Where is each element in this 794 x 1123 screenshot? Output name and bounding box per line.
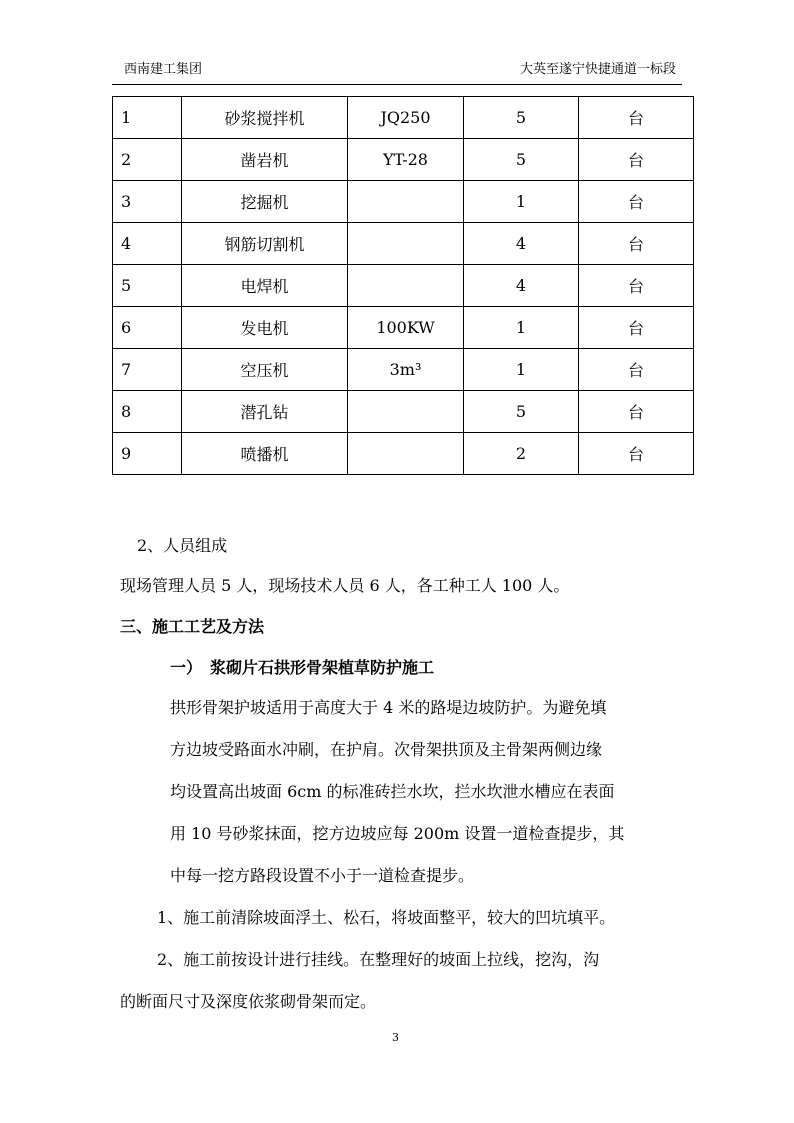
para-line-1: 拱形骨架护坡适用于高度大于 4 米的路堤边坡防护。为避免填 [170, 698, 607, 717]
equipment-quantity: 5 [464, 391, 579, 433]
subsection-heading: 一） 浆砌片石拱形骨架植草防护施工 [170, 658, 435, 677]
equipment-table [112, 96, 694, 475]
row-number: 5 [113, 265, 182, 307]
equipment-quantity: 4 [464, 265, 579, 307]
personnel-text: 现场管理人员 5 人，现场技术人员 6 人，各工种工人 100 人。 [120, 576, 570, 595]
table-row [113, 433, 694, 475]
row-number: 1 [113, 97, 182, 139]
equipment-unit: 台 [579, 265, 694, 307]
header-divider [112, 84, 682, 85]
equipment-unit: 台 [579, 307, 694, 349]
equipment-model [348, 181, 464, 223]
equipment-model [348, 265, 464, 307]
equipment-name: 电焊机 [182, 265, 348, 307]
equipment-model: 3m³ [348, 349, 464, 391]
equipment-unit: 台 [579, 223, 694, 265]
table-row [113, 223, 694, 265]
table-row [113, 391, 694, 433]
equipment-name: 挖掘机 [182, 181, 348, 223]
row-number: 2 [113, 139, 182, 181]
equipment-quantity: 4 [464, 223, 579, 265]
row-number: 4 [113, 223, 182, 265]
header-project: 大英至遂宁快捷通道一标段 [519, 62, 676, 77]
equipment-name: 空压机 [182, 349, 348, 391]
equipment-model [348, 391, 464, 433]
equipment-quantity: 1 [464, 307, 579, 349]
table-row [113, 139, 694, 181]
equipment-name: 潜孔钻 [182, 391, 348, 433]
row-number: 6 [113, 307, 182, 349]
row-number: 7 [113, 349, 182, 391]
table-row [113, 97, 694, 139]
header-company: 西南建工集团 [124, 62, 203, 77]
step-2-line-1: 2、施工前按设计进行挂线。在整理好的坡面上拉线，挖沟，沟 [157, 950, 600, 969]
equipment-name: 砂浆搅拌机 [182, 97, 348, 139]
equipment-quantity: 1 [464, 349, 579, 391]
table-row [113, 349, 694, 391]
equipment-model: JQ250 [348, 97, 464, 139]
row-number: 8 [113, 391, 182, 433]
equipment-unit: 台 [579, 349, 694, 391]
page-number: 3 [392, 1031, 399, 1044]
equipment-quantity: 5 [464, 97, 579, 139]
equipment-model: 100KW [348, 307, 464, 349]
row-number: 9 [113, 433, 182, 475]
section-heading: 三、施工工艺及方法 [120, 617, 265, 636]
equipment-unit: 台 [579, 97, 694, 139]
step-1: 1、施工前清除坡面浮土、松石，将坡面整平，较大的凹坑填平。 [157, 908, 616, 927]
equipment-unit: 台 [579, 391, 694, 433]
table-row [113, 181, 694, 223]
equipment-name: 发电机 [182, 307, 348, 349]
equipment-quantity: 2 [464, 433, 579, 475]
personnel-heading: 2、人员组成 [137, 536, 228, 555]
para-line-4: 用 10 号砂浆抹面，挖方边坡应每 200m 设置一道检查提步，其 [170, 824, 625, 843]
table-row [113, 307, 694, 349]
equipment-quantity: 1 [464, 181, 579, 223]
para-line-5: 中每一挖方路段设置不小于一道检查提步。 [170, 866, 475, 885]
step-2-line-2: 的断面尺寸及深度依浆砌骨架而定。 [120, 992, 377, 1011]
para-line-2: 方边坡受路面水冲刷，在护肩。次骨架拱顶及主骨架两侧边缘 [170, 740, 603, 759]
equipment-name: 凿岩机 [182, 139, 348, 181]
para-line-3: 均设置高出坡面 6cm 的标准砖拦水坎，拦水坎泄水槽应在表面 [170, 782, 615, 801]
equipment-model [348, 223, 464, 265]
equipment-unit: 台 [579, 139, 694, 181]
row-number: 3 [113, 181, 182, 223]
equipment-unit: 台 [579, 433, 694, 475]
equipment-name: 钢筋切割机 [182, 223, 348, 265]
equipment-quantity: 5 [464, 139, 579, 181]
equipment-model [348, 433, 464, 475]
equipment-model: YT-28 [348, 139, 464, 181]
equipment-unit: 台 [579, 181, 694, 223]
table-row [113, 265, 694, 307]
equipment-name: 喷播机 [182, 433, 348, 475]
